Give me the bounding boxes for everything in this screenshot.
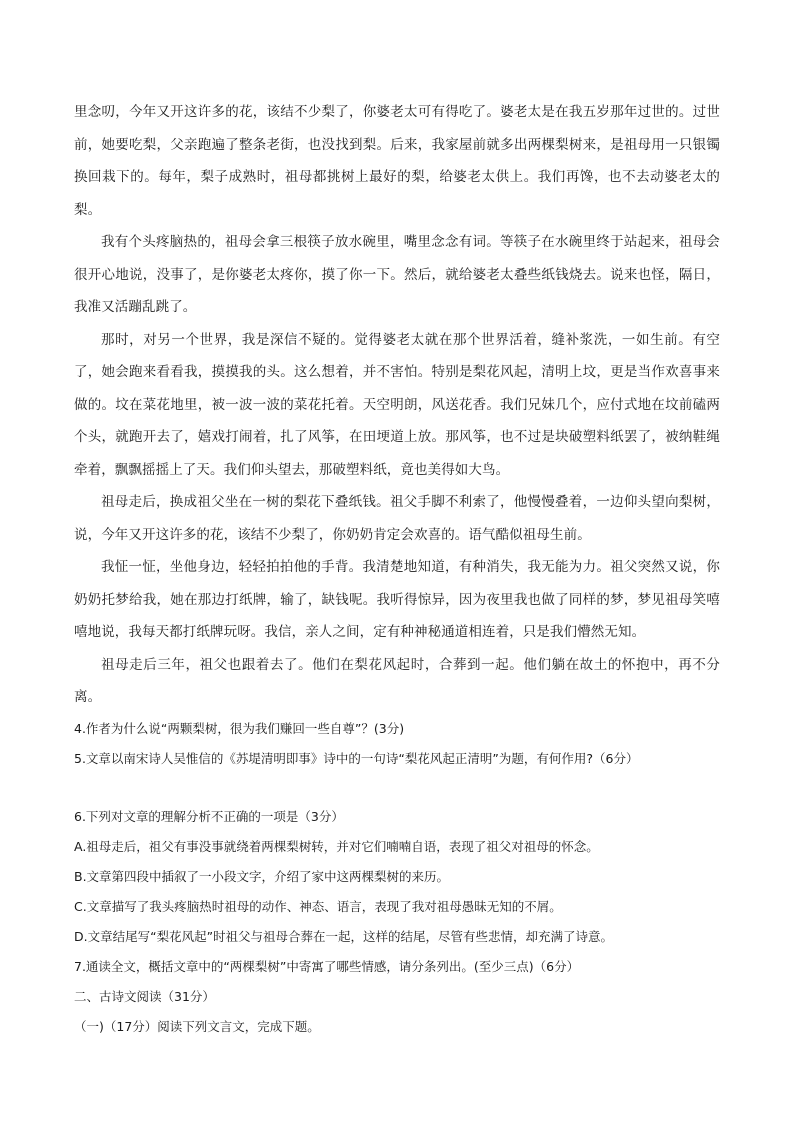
passage-paragraph-2: 我有个头疼脑热的，祖母会拿三根筷子放水碗里，嘴里念念有词。等筷子在水碗里终于站起来，祖母会很开心地说，没事了，是你婆老太疼你，摸了你一下。然后，就给婆老太叠些纸钱烧去。说来也怪，隔日，我准又活蹦乱跳了。 [74,234,720,315]
subsection-heading-classical-prose: （一)（17分）阅读下列文言文，完成下题。 [74,1018,320,1034]
question-6-option-b: B.文章第四段中插叙了一小段文字，介绍了家中这两棵梨树的来历。 [74,868,450,884]
passage-paragraph-1: 里念叨，今年又开这许多的花，该结不少梨了，你婆老太可有得吃了。婆老太是在我五岁那年过世的。过世前，她要吃梨，父亲跑遍了整条老街，也没找到梨。后来，我家屋前就多出两棵梨树来，是祖母用一只银镯换回栽下的。每年，梨子成熟时，祖母都挑树上最好的梨，给婆老太供上。我们再馋，也不去动婆老太的梨。 [74,104,720,218]
section-heading-classical: 二、古诗文阅读（31分） [74,988,215,1004]
document-content [74,96,720,1042]
question-6-option-d: D.文章结尾写“梨花风起”时祖父与祖母合葬在一起，这样的结尾，尽管有些悲情，却充满了诗意。 [74,928,614,944]
question-6-option-c: C.文章描写了我头疼脑热时祖母的动作、神态、语言，表现了我对祖母愚昧无知的不屑。 [74,898,562,914]
passage-paragraph-3: 那时，对另一个世界，我是深信不疑的。觉得婆老太就在那个世界活着，缝补浆洗，一如生前。有空了，她会跑来看看我，摸摸我的头。这么想着，并不害怕。特别是梨花风起，清明上坟，更是当作欢喜事来做的。坟在菜花地里，被一波一波的菜花托着。天空明朗，风送花香。我们兄妹几个，应付式地在坟前磕两个头，就跑开去了，嬉戏打闹着，扎了风筝，在田埂道上放。那风筝，也不过是块破塑料纸罢了，被纳鞋绳牵着，飘飘摇摇上了天。我们仰头望去，那破塑料纸，竟也美得如大鸟。 [74,331,720,478]
passage-paragraph-4: 祖母走后，换成祖父坐在一树的梨花下叠纸钱。祖父手脚不利索了，他慢慢叠着，一边仰头望向梨树，说，今年又开这许多的花，该结不少梨了，你奶奶肯定会欢喜的。语气酷似祖母生前。 [74,494,720,543]
spacer [74,774,720,802]
question-6: 6.下列对文章的理解分析不正确的一项是（3分） [74,808,344,824]
question-4: 4.作者为什么说“两颗梨树，很为我们赚回一些自尊”？(3分) [74,720,405,736]
question-5: 5.文章以南宋诗人吴惟信的《苏堤清明即事》诗中的一句诗“梨花风起正清明”为题，有何作用?（6分） [74,750,639,766]
passage-paragraph-6: 祖母走后三年，祖父也跟着去了。他们在梨花风起时，合葬到一起。他们躺在故土的怀抱中，再不分离。 [74,656,720,705]
question-6-option-a: A.祖母走后，祖父有事没事就绕着两棵梨树转，并对它们喃喃自语，表现了祖父对祖母的怀念。 [74,838,599,854]
question-7: 7.通读全文，概括文章中的“两棵梨树”中寄寓了哪些情感，请分条列出。(至少三点)（6分） [74,958,580,974]
passage-paragraph-5: 我怔一怔，坐他身边，轻轻拍拍他的手背。我清楚地知道，有种消失，我无能为力。祖父突然又说，你奶奶托梦给我，她在那边打纸牌，输了，缺钱呢。我听得惊异，因为夜里我也做了同样的梦，梦见祖母笑嘻嘻地说，我每天都打纸牌玩呀。我信，亲人之间，定有种神秘通道相连着，只是我们懵然无知。 [74,559,720,640]
